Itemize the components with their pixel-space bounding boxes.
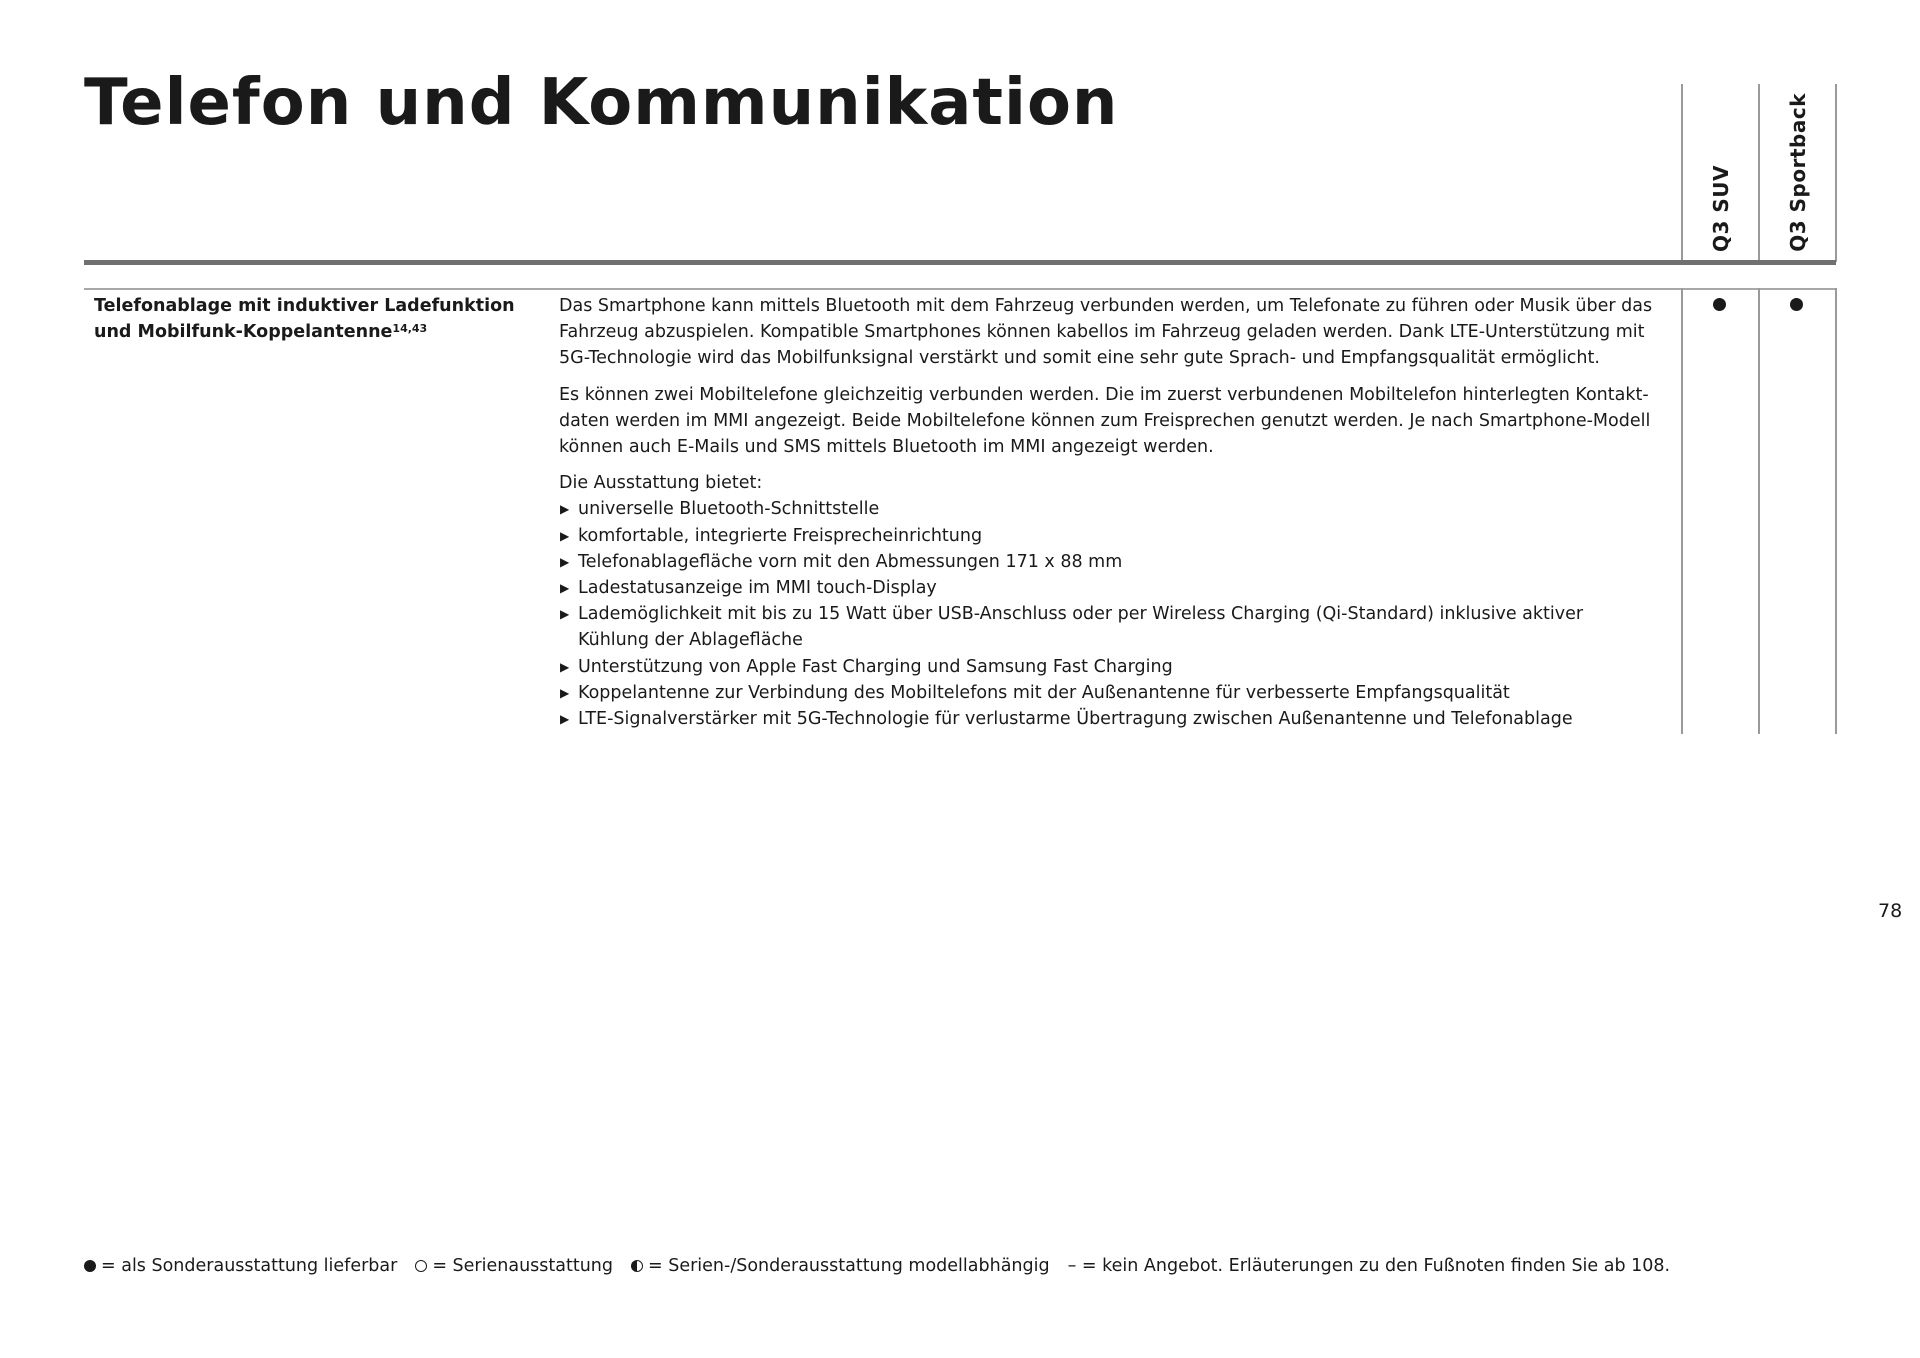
list-item-text: Koppelantenne zur Verbindung des Mobiltelefons mit der Außenantenne für verbesserte Empfangsqualität (578, 682, 1510, 703)
list-item (559, 575, 1659, 601)
legend (84, 1256, 1688, 1276)
availability-optional-icon-q3-suv (1713, 298, 1726, 311)
list-item-text: universelle Bluetooth-Schnittstelle (578, 499, 880, 520)
column-header-q3-sportback (1759, 93, 1837, 252)
bullet-triangle-icon: ▶ (560, 607, 570, 622)
legend-item (1068, 1256, 1671, 1276)
list-item (559, 706, 1659, 732)
column-divider (1835, 288, 1837, 734)
bullet-triangle-icon: ▶ (560, 528, 570, 543)
legend-text: – = kein Angebot. Erläuterungen zu den Fußnoten finden Sie ab 108. (1067, 1256, 1671, 1276)
page-title: Telefon und Kommunikation (84, 66, 1119, 140)
list-item (559, 680, 1659, 706)
description-paragraph: Die Ausstattung bietet: (559, 473, 763, 494)
legend-item (415, 1256, 613, 1276)
description-paragraph: Das Smartphone kann mittels Bluetooth mit dem Fahrzeug verbunden werden, um Telefonate zu führen oder Musik über das Fahrzeug abzuspielen. Kompatible Smartphones können kabellos im Fahrzeug geladen werden. Dank LTE-Unterstützung mit 5G-Technologie wird das Mobilfunksignal verstärkt und somit eine sehr gute Sprach- und Empfangsqualität ermöglicht. (559, 296, 1653, 369)
header-divider (84, 260, 1836, 265)
list-item-text: Telefonablagefläche vorn mit den Abmessungen 171 x 88 mm (578, 551, 1123, 572)
bullet-triangle-icon: ▶ (560, 554, 570, 569)
bullet-triangle-icon: ▶ (560, 502, 570, 517)
column-divider (1681, 288, 1683, 734)
legend-text: = Serienausstattung (432, 1256, 613, 1276)
legend-text: = Serien-/Sonderausstattung modellabhängig (648, 1256, 1050, 1276)
page-number: 78 (1878, 900, 1903, 922)
bullet-triangle-icon: ▶ (560, 659, 570, 674)
list-item (559, 654, 1659, 680)
list-item-text: Lademöglichkeit mit bis zu 15 Watt über USB-Anschluss oder per Wireless Charging (Qi-Standard) inklusive aktiver Kühlung der Ablagefläche (578, 604, 1584, 651)
list-item-text: LTE-Signalverstärker mit 5G-Technologie für verlustarme Übertragung zwischen Außenantenne und Telefonablage (578, 709, 1573, 730)
feature-label: Telefonablage mit induktiver Ladefunktion und Mobilfunk-Koppelantenne (94, 296, 515, 342)
description-paragraph: Es können zwei Mobiltelefone gleichzeitig verbunden werden. Die im zuerst verbundenen Mobiltelefon hinterlegten Kontakt-daten werden im MMI angezeigt. Beide Mobiltelefone können zum Freisprechen genutzt werden. Je nach Smartphone-Modell können auch E-Mails und SMS mittels Bluetooth im MMI angezeigt werden. (559, 384, 1651, 458)
full-circle-icon (84, 1260, 96, 1272)
bullet-triangle-icon: ▶ (560, 581, 570, 596)
column-header-label: Q3 Sportback (1786, 93, 1810, 252)
column-header-q3-suv (1682, 100, 1760, 252)
feature-list (559, 496, 1659, 732)
empty-circle-icon (415, 1260, 427, 1272)
footnote-refs: 14,43 (392, 322, 428, 335)
row-divider (84, 288, 1836, 290)
bullet-triangle-icon: ▶ (560, 685, 570, 700)
column-divider (1758, 288, 1760, 734)
column-header-label: Q3 SUV (1709, 164, 1733, 252)
availability-optional-icon-q3-sportback (1790, 298, 1803, 311)
feature-description (559, 293, 1659, 732)
list-item (559, 523, 1659, 549)
list-item (559, 496, 1659, 522)
feature-name (94, 293, 534, 345)
list-item (559, 549, 1659, 575)
legend-text: = als Sonderausstattung lieferbar (101, 1256, 398, 1276)
list-item-text: komfortable, integrierte Freisprecheinrichtung (578, 525, 983, 546)
bullet-triangle-icon: ▶ (560, 712, 570, 727)
legend-item (631, 1256, 1050, 1276)
half-circle-icon (631, 1260, 643, 1272)
legend-item (84, 1256, 397, 1276)
list-item-text: Ladestatusanzeige im MMI touch-Display (578, 578, 937, 599)
list-item-text: Unterstützung von Apple Fast Charging und Samsung Fast Charging (578, 656, 1173, 677)
list-item (559, 601, 1659, 653)
